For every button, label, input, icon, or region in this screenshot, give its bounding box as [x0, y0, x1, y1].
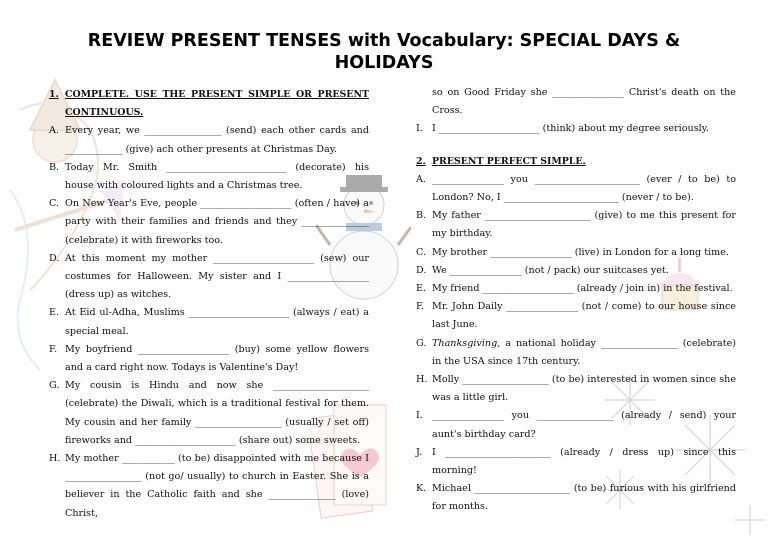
exercise-1g — [49, 377, 369, 450]
item-letter: G. — [416, 337, 427, 349]
item-letter: F. — [49, 343, 58, 355]
page-title: REVIEW PRESENT TENSES with Vocabulary: SPECIAL DAYS & HOLIDAYS — [87, 31, 681, 73]
item-letter: G. — [49, 380, 60, 392]
exercise-2c — [416, 244, 736, 262]
item-text: My father ______________________ (give) to me this present for my birthday. — [432, 210, 736, 240]
item-letter: C. — [416, 246, 427, 258]
item-text: My friend ___________________ (already / join in) in the festival. — [432, 283, 733, 295]
section-1-heading-text: COMPLETE. USE THE PRESENT SIMPLE OR PRESENT CONTINUOUS. — [65, 89, 369, 119]
right-column — [416, 84, 736, 517]
thanksgiving-italic: Thanksgiving — [432, 337, 498, 349]
section-1-heading — [49, 86, 369, 122]
exercise-2j — [416, 444, 736, 480]
item-text: At this moment my mother _____________________ (sew) our costumes for Halloween. My sister and I _________________ (dress up) as witches. — [65, 252, 369, 301]
exercise-1h-continued: so on Good Friday she _______________ Christ's death on the Cross. — [432, 87, 736, 117]
item-text: _______________ you ________________ (already / send) your aunt's birthday card? — [432, 410, 736, 440]
item-letter: J. — [416, 446, 423, 458]
item-text: My brother _________________ (live) in London for a long time. — [432, 246, 729, 258]
item-letter: A. — [416, 173, 426, 185]
exercise-2b — [416, 207, 736, 243]
item-text: I ______________________ (already / dress up) since this morning! — [432, 446, 736, 477]
item-letter: F. — [416, 301, 425, 313]
exercise-1h — [49, 450, 369, 523]
exercise-2h — [416, 371, 736, 407]
item-letter: I. — [416, 123, 423, 135]
exercise-2i — [416, 407, 736, 443]
section-1-number: 1. — [49, 89, 59, 100]
item-text: Molly __________________ (to be) interested in women since she was a little girl. — [432, 374, 736, 404]
item-text: My mother ___________ (to be) disappointed with me because I ________________ (not go/ usually) to church in Easter. She is a believer in the Catholic faith and she ______________ (love) Christ, — [65, 453, 369, 519]
item-letter: E. — [49, 307, 60, 319]
item-letter: K. — [416, 483, 427, 495]
item-text: Every year, we ________________ (send) each other cards and ____________ (give) ach other presents at Christmas Day. — [65, 125, 369, 155]
item-letter: H. — [49, 453, 61, 465]
item-text: Today Mr. Smith _________________________ (decorate) his house with coloured lights and a Christmas tree. — [65, 161, 369, 192]
section-2-heading-text: PRESENT PERFECT SIMPLE. — [432, 155, 586, 167]
item-text — [432, 335, 736, 371]
item-letter: E. — [416, 283, 427, 295]
exercise-1d — [49, 250, 369, 305]
item-text: We _______________ (not / pack) our suitcases yet. — [432, 264, 669, 276]
exercise-1a — [49, 122, 369, 158]
exercise-1c — [49, 195, 369, 250]
exercise-1i — [416, 120, 736, 138]
item-letter: B. — [416, 210, 427, 222]
item-text: My boyfriend ___________________ (buy) some yellow flowers and a card right now. Todays is Valentine's Day! — [65, 343, 369, 374]
item-text-rest: , a national holiday ________________ (celebrate) in the USA since 17th century. — [432, 337, 736, 367]
item-letter: B. — [49, 161, 60, 173]
exercise-2a — [416, 171, 736, 207]
item-text: Mr. John Daily _______________ (not / come) to our house since last June. — [432, 301, 736, 331]
item-letter: C. — [49, 198, 60, 210]
section-2-heading — [416, 153, 736, 171]
item-text: I _____________________ (think) about my degree seriously. — [432, 123, 709, 135]
item-letter: H. — [416, 374, 428, 386]
item-letter: D. — [416, 264, 427, 276]
item-letter: D. — [49, 252, 60, 264]
exercise-2g — [416, 335, 736, 371]
item-text: _______________ you ______________________ (ever / to be) to London? No, I ________________________ (never / to be). — [432, 173, 736, 204]
exercise-1b — [49, 159, 369, 195]
item-letter: I. — [416, 410, 423, 422]
item-text: Michael ____________________ (to be) furious with his girlfriend for months. — [432, 483, 736, 513]
exercise-2f — [416, 298, 736, 334]
exercise-1f — [49, 341, 369, 377]
section-1 — [49, 86, 369, 523]
exercise-2k — [416, 480, 736, 516]
exercise-1e — [49, 304, 369, 340]
section-2-number: 2. — [416, 155, 426, 167]
item-text: At Eid ul-Adha, Muslims _____________________ (always / eat) a special meal. — [65, 307, 369, 337]
item-text: My cousin is Hindu and now she ____________________ (celebrate) the Diwali, which is a traditional festival for them. My cousin and her family __________________ (usually / set off) fireworks and _____________________ (share out) some sweets. — [65, 380, 369, 446]
exercise-2e — [416, 280, 736, 298]
item-letter: A. — [49, 125, 59, 137]
exercise-2d — [416, 262, 736, 280]
item-text: On New Year's Eve, people ___________________ (often / have) a party with their families and friends and they ______________ (celebrate) it with fireworks too. — [65, 198, 369, 246]
